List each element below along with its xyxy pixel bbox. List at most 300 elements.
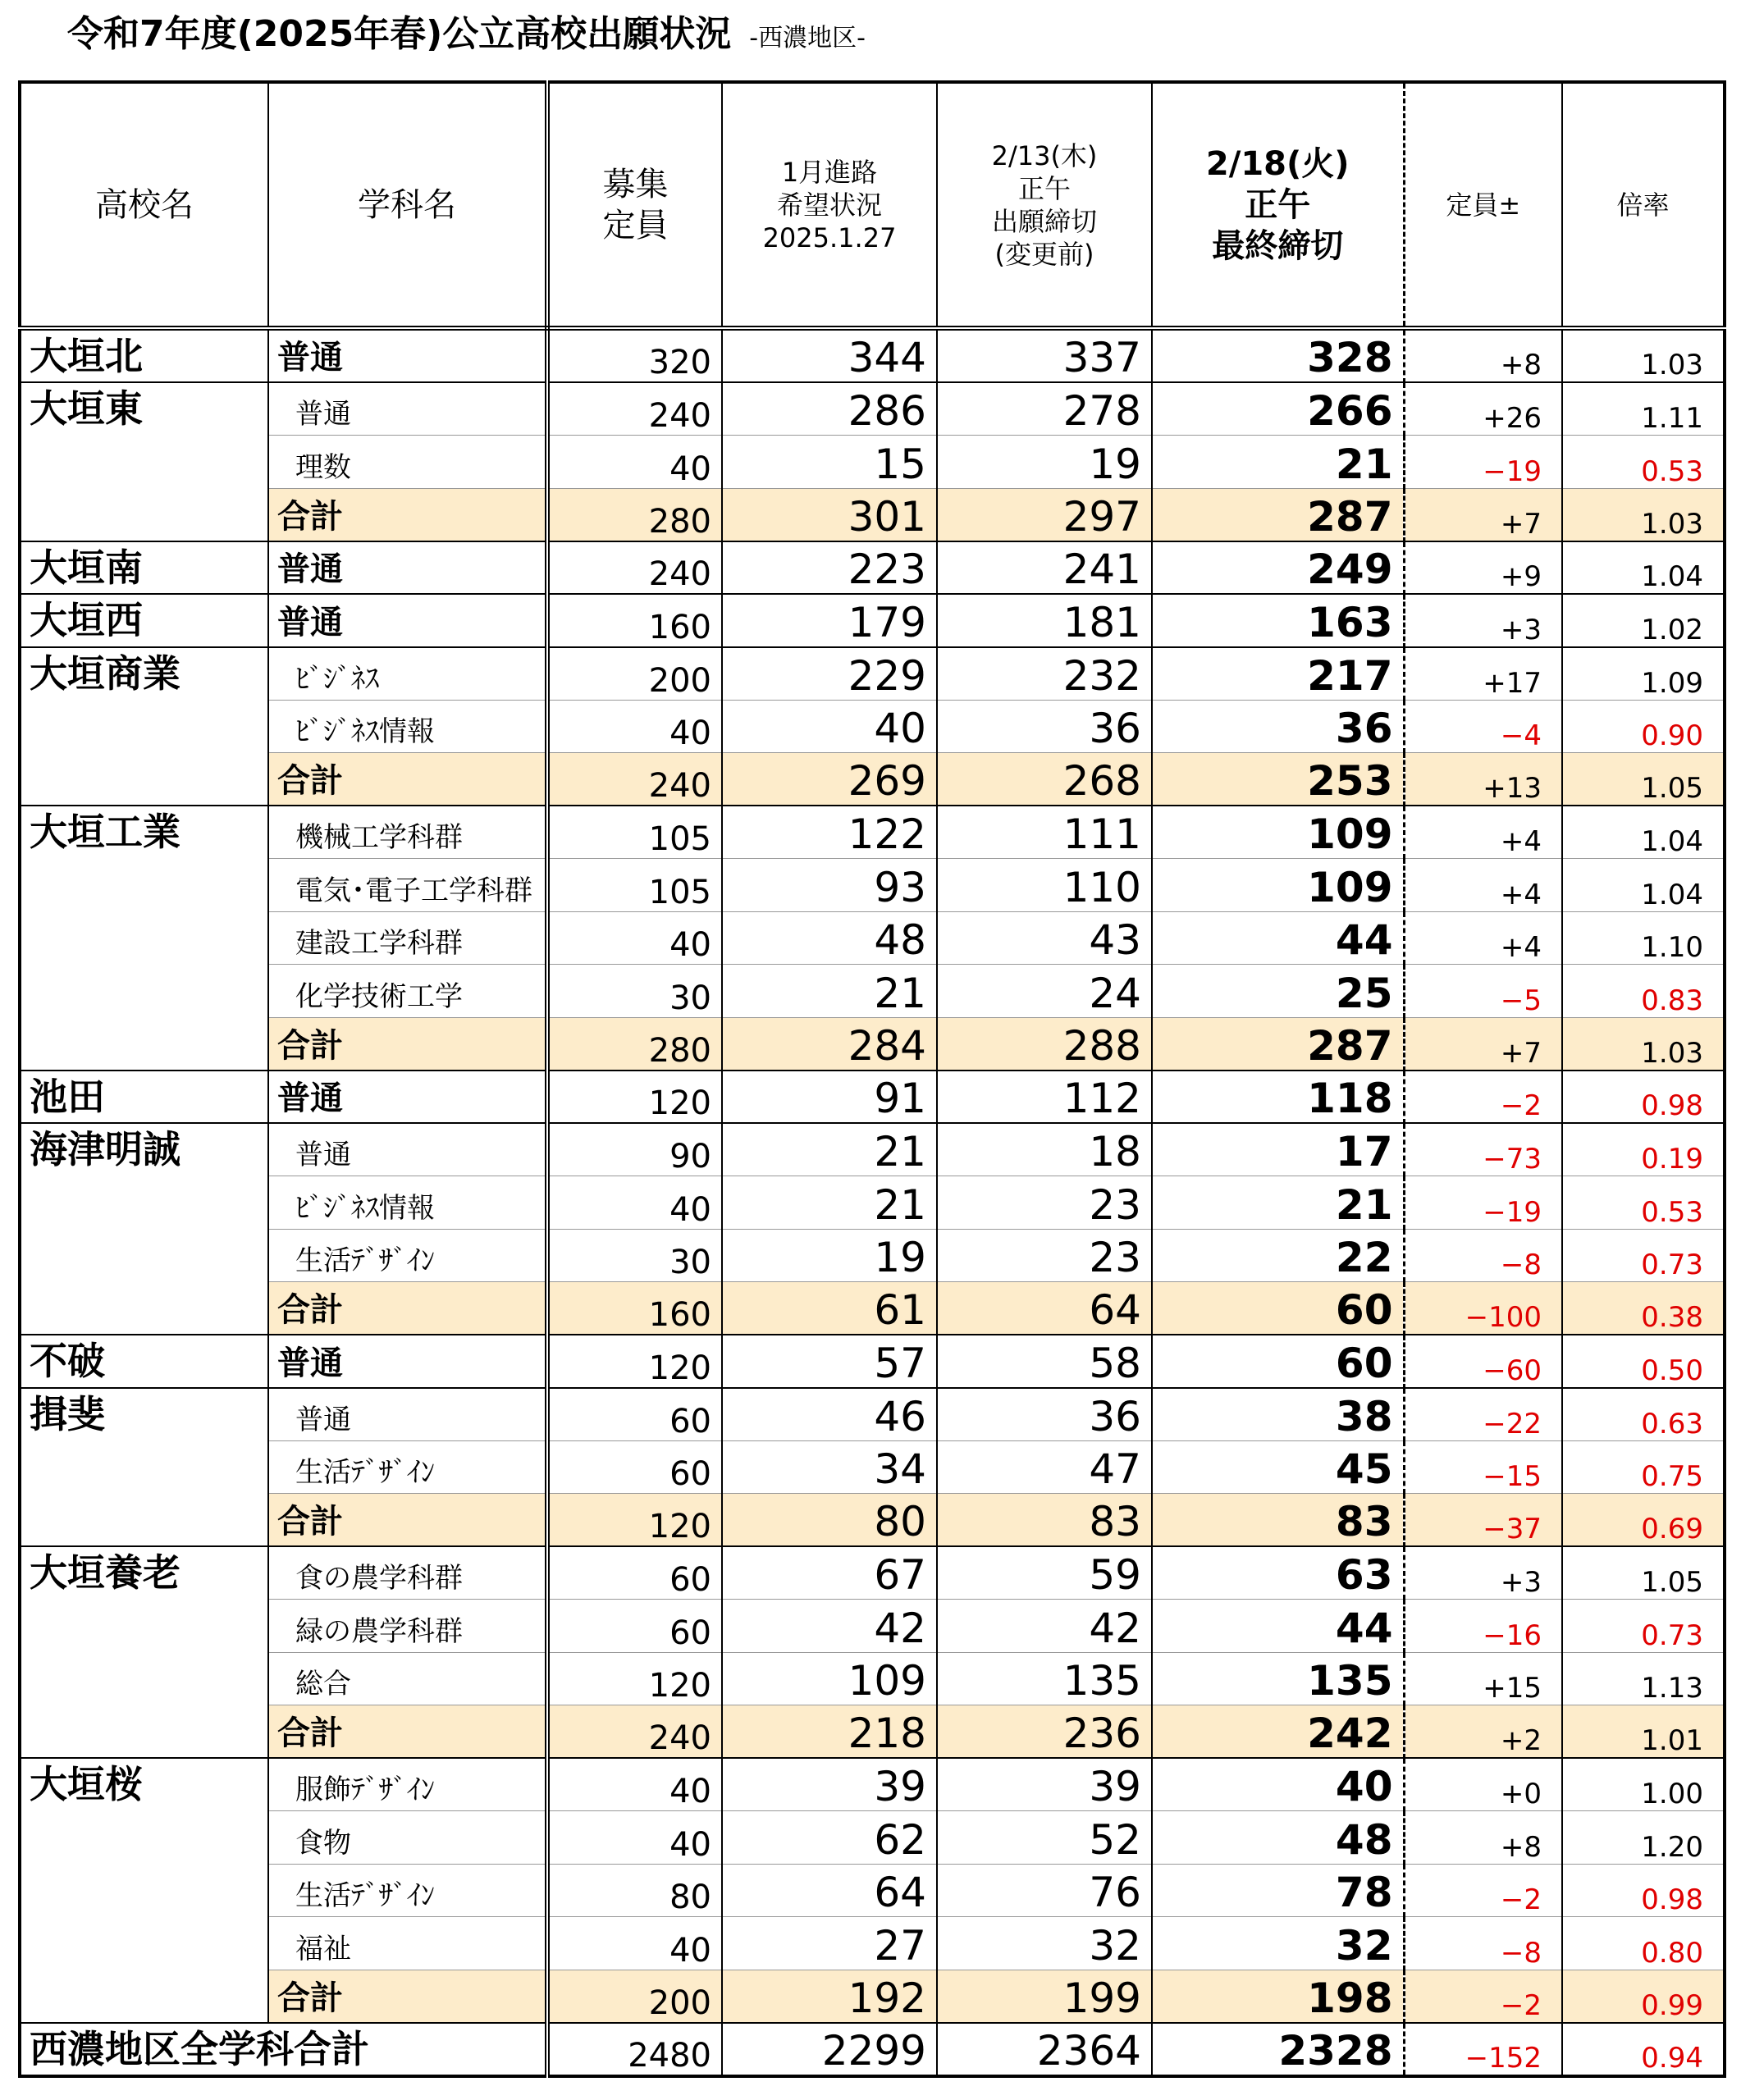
diff-cell: +8	[1404, 1811, 1562, 1865]
diff-cell: −2	[1404, 1071, 1562, 1124]
school-name: 大垣北	[20, 328, 268, 382]
header-feb13	[937, 82, 1152, 328]
table-row	[20, 965, 1725, 1018]
diff-cell: −8	[1404, 1229, 1562, 1282]
final-cell: 17	[1152, 1123, 1404, 1176]
header-january-line1: 1月進路	[781, 156, 878, 188]
capacity-cell: 240	[547, 541, 722, 595]
header-january-line2: 希望状況	[776, 189, 882, 221]
grand-total-ratio-cell: 0.94	[1562, 2023, 1725, 2076]
page-title	[67, 10, 866, 63]
january-cell: 192	[722, 1970, 937, 2023]
table-body	[20, 328, 1725, 2076]
january-cell: 15	[722, 436, 937, 489]
capacity-cell: 40	[547, 1811, 722, 1865]
diff-cell: +3	[1404, 1546, 1562, 1600]
header-capacity-line2: 定員	[602, 206, 669, 244]
ratio-cell: 1.13	[1562, 1652, 1725, 1705]
diff-cell: −73	[1404, 1123, 1562, 1176]
capacity-cell: 160	[547, 1282, 722, 1335]
january-cell: 109	[722, 1652, 937, 1705]
january-cell: 48	[722, 911, 937, 965]
department-name: 普通	[268, 541, 547, 595]
final-cell: 48	[1152, 1811, 1404, 1865]
feb13-cell: 18	[937, 1123, 1152, 1176]
ratio-cell: 0.75	[1562, 1440, 1725, 1494]
diff-cell: +4	[1404, 911, 1562, 965]
feb13-cell: 110	[937, 859, 1152, 912]
feb13-cell: 23	[937, 1176, 1152, 1230]
department-name: 合計	[268, 1494, 547, 1547]
ratio-cell: 1.20	[1562, 1811, 1725, 1865]
table-row	[20, 1335, 1725, 1388]
department-name: 化学技術工学	[268, 965, 547, 1018]
diff-cell: +17	[1404, 647, 1562, 701]
table-row	[20, 647, 1725, 701]
diff-cell: +9	[1404, 541, 1562, 595]
total-row	[20, 1017, 1725, 1071]
feb13-cell: 64	[937, 1282, 1152, 1335]
table-row	[20, 1600, 1725, 1653]
total-row	[20, 488, 1725, 541]
capacity-cell: 60	[547, 1440, 722, 1494]
department-name: 電気･電子工学科群	[268, 859, 547, 912]
capacity-cell: 105	[547, 859, 722, 912]
table-row	[20, 1917, 1725, 1970]
final-cell: 32	[1152, 1917, 1404, 1970]
header-ratio: 倍率	[1562, 82, 1725, 328]
department-name: ﾋﾞｼﾞﾈｽ	[268, 647, 547, 701]
ratio-cell: 1.03	[1562, 488, 1725, 541]
table-row	[20, 1440, 1725, 1494]
ratio-cell: 1.11	[1562, 382, 1725, 436]
school-name: 大垣工業	[20, 806, 268, 1071]
diff-cell: +4	[1404, 859, 1562, 912]
department-name: 建設工学科群	[268, 911, 547, 965]
department-name: 合計	[268, 753, 547, 806]
table-row	[20, 1811, 1725, 1865]
table-row	[20, 1652, 1725, 1705]
capacity-cell: 280	[547, 488, 722, 541]
table-row	[20, 806, 1725, 859]
diff-cell: +2	[1404, 1705, 1562, 1759]
january-cell: 27	[722, 1917, 937, 1970]
ratio-cell: 1.04	[1562, 859, 1725, 912]
department-name: 生活ﾃﾞｻﾞｲﾝ	[268, 1229, 547, 1282]
table-row	[20, 911, 1725, 965]
feb13-cell: 52	[937, 1811, 1152, 1865]
table-row	[20, 1864, 1725, 1917]
ratio-cell: 0.69	[1562, 1494, 1725, 1547]
department-name: 合計	[268, 1017, 547, 1071]
table-row	[20, 859, 1725, 912]
diff-cell: +13	[1404, 753, 1562, 806]
january-cell: 67	[722, 1546, 937, 1600]
january-cell: 80	[722, 1494, 937, 1547]
capacity-cell: 60	[547, 1546, 722, 1600]
capacity-cell: 120	[547, 1071, 722, 1124]
feb13-cell: 181	[937, 594, 1152, 647]
january-cell: 179	[722, 594, 937, 647]
header-feb13-line3: 出願締切	[991, 205, 1097, 237]
header-january-line3: 2025.1.27	[762, 221, 897, 253]
january-cell: 91	[722, 1071, 937, 1124]
school-name: 揖斐	[20, 1388, 268, 1547]
department-name: 食の農学科群	[268, 1546, 547, 1600]
feb13-cell: 32	[937, 1917, 1152, 1970]
final-cell: 78	[1152, 1864, 1404, 1917]
feb13-cell: 278	[937, 382, 1152, 436]
ratio-cell: 1.10	[1562, 911, 1725, 965]
total-row	[20, 1282, 1725, 1335]
diff-cell: −37	[1404, 1494, 1562, 1547]
ratio-cell: 0.98	[1562, 1071, 1725, 1124]
final-cell: 109	[1152, 806, 1404, 859]
capacity-cell: 200	[547, 647, 722, 701]
feb13-cell: 199	[937, 1970, 1152, 2023]
table-row	[20, 1388, 1725, 1441]
diff-cell: −2	[1404, 1970, 1562, 2023]
january-cell: 284	[722, 1017, 937, 1071]
ratio-cell: 0.38	[1562, 1282, 1725, 1335]
final-cell: 266	[1152, 382, 1404, 436]
capacity-cell: 320	[547, 328, 722, 382]
department-name: 普通	[268, 1335, 547, 1388]
feb13-cell: 288	[937, 1017, 1152, 1071]
final-cell: 242	[1152, 1705, 1404, 1759]
grand-total-final-cell: 2328	[1152, 2023, 1404, 2076]
capacity-cell: 90	[547, 1123, 722, 1176]
total-row	[20, 1705, 1725, 1759]
capacity-cell: 80	[547, 1864, 722, 1917]
diff-cell: −100	[1404, 1282, 1562, 1335]
january-cell: 223	[722, 541, 937, 595]
january-cell: 218	[722, 1705, 937, 1759]
feb13-cell: 36	[937, 1388, 1152, 1441]
grand-total-diff-cell: −152	[1404, 2023, 1562, 2076]
ratio-cell: 0.98	[1562, 1864, 1725, 1917]
ratio-cell: 0.73	[1562, 1600, 1725, 1653]
school-name: 大垣桜	[20, 1758, 268, 2023]
school-name: 大垣南	[20, 541, 268, 595]
capacity-cell: 105	[547, 806, 722, 859]
final-cell: 217	[1152, 647, 1404, 701]
final-cell: 36	[1152, 700, 1404, 753]
capacity-cell: 120	[547, 1335, 722, 1388]
capacity-cell: 40	[547, 1176, 722, 1230]
header-feb18-line1: 2/18(火)	[1205, 144, 1350, 183]
table-row	[20, 541, 1725, 595]
department-name: 服飾ﾃﾞｻﾞｲﾝ	[268, 1758, 547, 1811]
department-name: 生活ﾃﾞｻﾞｲﾝ	[268, 1864, 547, 1917]
january-cell: 57	[722, 1335, 937, 1388]
header-department: 学科名	[268, 82, 547, 328]
feb13-cell: 112	[937, 1071, 1152, 1124]
ratio-cell: 0.53	[1562, 436, 1725, 489]
feb13-cell: 39	[937, 1758, 1152, 1811]
feb13-cell: 19	[937, 436, 1152, 489]
table-row	[20, 1546, 1725, 1600]
capacity-cell: 30	[547, 965, 722, 1018]
january-cell: 61	[722, 1282, 937, 1335]
department-name: 普通	[268, 1071, 547, 1124]
header-feb18-line3: 最終締切	[1212, 226, 1344, 265]
final-cell: 163	[1152, 594, 1404, 647]
ratio-cell: 1.03	[1562, 1017, 1725, 1071]
ratio-cell: 0.63	[1562, 1388, 1725, 1441]
header-feb13-line4: (変更前)	[994, 238, 1094, 270]
grand-total-capacity-cell: 2480	[547, 2023, 722, 2076]
final-cell: 253	[1152, 753, 1404, 806]
department-name: 総合	[268, 1652, 547, 1705]
school-name: 大垣養老	[20, 1546, 268, 1758]
final-cell: 25	[1152, 965, 1404, 1018]
final-cell: 60	[1152, 1335, 1404, 1388]
january-cell: 62	[722, 1811, 937, 1865]
ratio-cell: 0.80	[1562, 1917, 1725, 1970]
grand-total-label: 西濃地区全学科合計	[20, 2023, 547, 2076]
january-cell: 42	[722, 1600, 937, 1653]
capacity-cell: 240	[547, 1705, 722, 1759]
january-cell: 286	[722, 382, 937, 436]
capacity-cell: 40	[547, 1917, 722, 1970]
ratio-cell: 1.01	[1562, 1705, 1725, 1759]
diff-cell: −16	[1404, 1600, 1562, 1653]
ratio-cell: 1.05	[1562, 1546, 1725, 1600]
ratio-cell: 1.05	[1562, 753, 1725, 806]
capacity-cell: 40	[547, 911, 722, 965]
department-name: 食物	[268, 1811, 547, 1865]
header-feb13-line1: 2/13(木)	[991, 139, 1098, 171]
application-status-table	[18, 80, 1726, 2078]
department-name: 合計	[268, 1282, 547, 1335]
department-name: 普通	[268, 1388, 547, 1441]
ratio-cell: 1.04	[1562, 541, 1725, 595]
department-name: 機械工学科群	[268, 806, 547, 859]
final-cell: 287	[1152, 488, 1404, 541]
capacity-cell: 40	[547, 436, 722, 489]
feb13-cell: 111	[937, 806, 1152, 859]
total-row	[20, 1970, 1725, 2023]
capacity-cell: 120	[547, 1494, 722, 1547]
capacity-cell: 120	[547, 1652, 722, 1705]
diff-cell: −4	[1404, 700, 1562, 753]
capacity-cell: 40	[547, 700, 722, 753]
ratio-cell: 0.90	[1562, 700, 1725, 753]
final-cell: 44	[1152, 911, 1404, 965]
ratio-cell: 0.53	[1562, 1176, 1725, 1230]
feb13-cell: 135	[937, 1652, 1152, 1705]
department-name: 理数	[268, 436, 547, 489]
ratio-cell: 1.04	[1562, 806, 1725, 859]
january-cell: 93	[722, 859, 937, 912]
final-cell: 21	[1152, 1176, 1404, 1230]
feb13-cell: 59	[937, 1546, 1152, 1600]
grand-total-january-cell: 2299	[722, 2023, 937, 2076]
january-cell: 229	[722, 647, 937, 701]
feb13-cell: 232	[937, 647, 1152, 701]
feb13-cell: 297	[937, 488, 1152, 541]
header-feb18-line2: 正午	[1245, 185, 1311, 224]
ratio-cell: 0.99	[1562, 1970, 1725, 2023]
table-row	[20, 1176, 1725, 1230]
capacity-cell: 280	[547, 1017, 722, 1071]
final-cell: 40	[1152, 1758, 1404, 1811]
final-cell: 328	[1152, 328, 1404, 382]
final-cell: 21	[1152, 436, 1404, 489]
grand-total-row	[20, 2023, 1725, 2076]
feb13-cell: 43	[937, 911, 1152, 965]
title-text: 令和7年度(2025年春)公立高校出願状況	[67, 13, 732, 55]
grand-total-feb13-cell: 2364	[937, 2023, 1152, 2076]
capacity-cell: 60	[547, 1388, 722, 1441]
final-cell: 135	[1152, 1652, 1404, 1705]
final-cell: 118	[1152, 1071, 1404, 1124]
ratio-cell: 0.73	[1562, 1229, 1725, 1282]
feb13-cell: 337	[937, 328, 1152, 382]
diff-cell: +7	[1404, 1017, 1562, 1071]
january-cell: 21	[722, 965, 937, 1018]
feb13-cell: 24	[937, 965, 1152, 1018]
january-cell: 39	[722, 1758, 937, 1811]
diff-cell: −2	[1404, 1864, 1562, 1917]
school-name: 大垣西	[20, 594, 268, 647]
table-row	[20, 1229, 1725, 1282]
capacity-cell: 160	[547, 594, 722, 647]
diff-cell: −22	[1404, 1388, 1562, 1441]
header-capacity-line1: 募集	[602, 165, 669, 203]
capacity-cell: 240	[547, 753, 722, 806]
total-row	[20, 1494, 1725, 1547]
final-cell: 287	[1152, 1017, 1404, 1071]
january-cell: 19	[722, 1229, 937, 1282]
table-row	[20, 700, 1725, 753]
january-cell: 21	[722, 1123, 937, 1176]
feb13-cell: 83	[937, 1494, 1152, 1547]
diff-cell: −60	[1404, 1335, 1562, 1388]
final-cell: 44	[1152, 1600, 1404, 1653]
feb13-cell: 241	[937, 541, 1152, 595]
ratio-cell: 0.19	[1562, 1123, 1725, 1176]
school-name: 大垣商業	[20, 647, 268, 806]
school-name: 池田	[20, 1071, 268, 1124]
department-name: 合計	[268, 488, 547, 541]
january-cell: 269	[722, 753, 937, 806]
capacity-cell: 240	[547, 382, 722, 436]
diff-cell: +7	[1404, 488, 1562, 541]
header-feb13-line2: 正午	[1017, 172, 1071, 204]
total-row	[20, 753, 1725, 806]
diff-cell: −15	[1404, 1440, 1562, 1494]
ratio-cell: 1.03	[1562, 328, 1725, 382]
diff-cell: −8	[1404, 1917, 1562, 1970]
feb13-cell: 42	[937, 1600, 1152, 1653]
january-cell: 21	[722, 1176, 937, 1230]
final-cell: 63	[1152, 1546, 1404, 1600]
feb13-cell: 76	[937, 1864, 1152, 1917]
capacity-cell: 30	[547, 1229, 722, 1282]
table-row	[20, 594, 1725, 647]
final-cell: 38	[1152, 1388, 1404, 1441]
department-name: ﾋﾞｼﾞﾈｽ情報	[268, 1176, 547, 1230]
table-row	[20, 1123, 1725, 1176]
january-cell: 64	[722, 1864, 937, 1917]
final-cell: 45	[1152, 1440, 1404, 1494]
header-january	[722, 82, 937, 328]
department-name: 普通	[268, 382, 547, 436]
january-cell: 46	[722, 1388, 937, 1441]
department-name: ﾋﾞｼﾞﾈｽ情報	[268, 700, 547, 753]
final-cell: 198	[1152, 1970, 1404, 2023]
department-name: 生活ﾃﾞｻﾞｲﾝ	[268, 1440, 547, 1494]
table-row	[20, 328, 1725, 382]
diff-cell: +4	[1404, 806, 1562, 859]
diff-cell: +8	[1404, 328, 1562, 382]
diff-cell: −19	[1404, 436, 1562, 489]
feb13-cell: 36	[937, 700, 1152, 753]
diff-cell: −19	[1404, 1176, 1562, 1230]
department-name: 普通	[268, 328, 547, 382]
january-cell: 344	[722, 328, 937, 382]
january-cell: 122	[722, 806, 937, 859]
feb13-cell: 47	[937, 1440, 1152, 1494]
table-row	[20, 1071, 1725, 1124]
department-name: 福祉	[268, 1917, 547, 1970]
school-name: 不破	[20, 1335, 268, 1388]
feb13-cell: 268	[937, 753, 1152, 806]
capacity-cell: 200	[547, 1970, 722, 2023]
department-name: 緑の農学科群	[268, 1600, 547, 1653]
department-name: 合計	[268, 1705, 547, 1759]
department-name: 普通	[268, 1123, 547, 1176]
ratio-cell: 1.02	[1562, 594, 1725, 647]
school-name: 海津明誠	[20, 1123, 268, 1335]
diff-cell: +15	[1404, 1652, 1562, 1705]
final-cell: 83	[1152, 1494, 1404, 1547]
ratio-cell: 0.83	[1562, 965, 1725, 1018]
header-capacity	[547, 82, 722, 328]
feb13-cell: 23	[937, 1229, 1152, 1282]
diff-cell: +3	[1404, 594, 1562, 647]
table-row	[20, 436, 1725, 489]
january-cell: 34	[722, 1440, 937, 1494]
header-diff: 定員±	[1404, 82, 1562, 328]
diff-cell: −5	[1404, 965, 1562, 1018]
school-name: 大垣東	[20, 382, 268, 541]
final-cell: 249	[1152, 541, 1404, 595]
header-feb18	[1152, 82, 1404, 328]
final-cell: 22	[1152, 1229, 1404, 1282]
table-row	[20, 1758, 1725, 1811]
january-cell: 301	[722, 488, 937, 541]
diff-cell: +26	[1404, 382, 1562, 436]
feb13-cell: 236	[937, 1705, 1152, 1759]
ratio-cell: 0.50	[1562, 1335, 1725, 1388]
department-name: 普通	[268, 594, 547, 647]
header-row	[20, 82, 1725, 328]
final-cell: 60	[1152, 1282, 1404, 1335]
ratio-cell: 1.09	[1562, 647, 1725, 701]
january-cell: 40	[722, 700, 937, 753]
department-name: 合計	[268, 1970, 547, 2023]
table-row	[20, 382, 1725, 436]
diff-cell: +0	[1404, 1758, 1562, 1811]
ratio-cell: 1.00	[1562, 1758, 1725, 1811]
feb13-cell: 58	[937, 1335, 1152, 1388]
region-subtitle: -西濃地区-	[749, 24, 866, 52]
final-cell: 109	[1152, 859, 1404, 912]
capacity-cell: 40	[547, 1758, 722, 1811]
